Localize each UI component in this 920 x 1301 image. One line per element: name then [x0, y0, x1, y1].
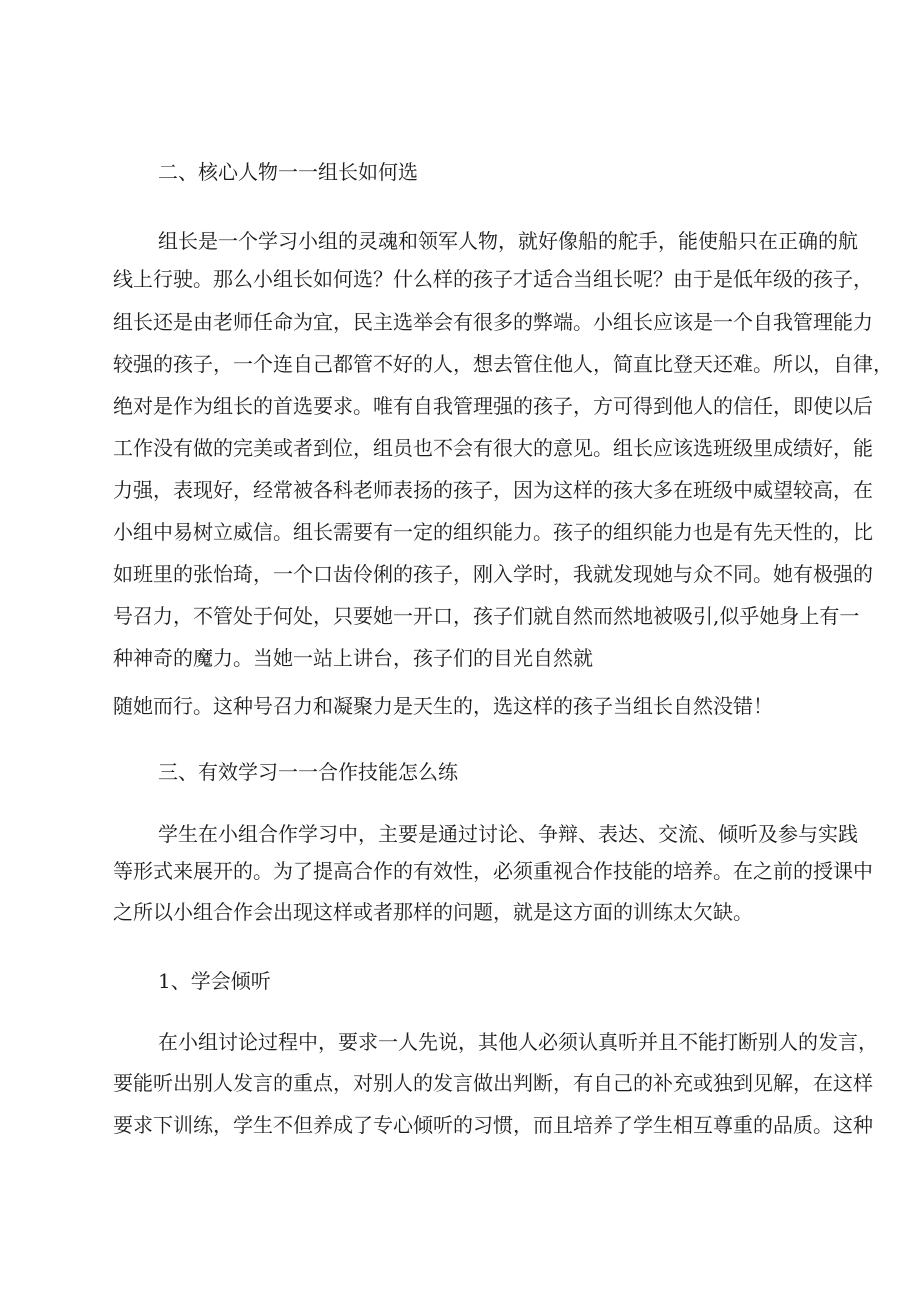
paragraph-line: 绝对是作为组长的首选要求。唯有自我管理强的孩子，方可得到他人的信任，即使以后 [113, 394, 873, 418]
paragraph-line: 学生在小组合作学习中，主要是通过讨论、争辩、表达、交流、倾听及参与实践 [158, 822, 858, 846]
paragraph-line: 之所以小组合作会出现这样或者那样的问题，就是这方面的训练太欠缺。 [113, 900, 753, 924]
paragraph-line: 等形式来展开的。为了提高合作的有效性，必须重视合作技能的培养。在之前的授课中 [113, 859, 873, 883]
paragraph-line: 种神奇的魔力。当她一站上讲台，孩子们的目光自然就 [113, 646, 593, 670]
paragraph-line: 要能听出别人发言的重点，对别人的发言做出判断，有自己的补充或独到见解，在这样 [113, 1071, 873, 1095]
paragraph-line: 线上行驶。那么小组长如何选？什么样的孩子才适合当组长呢？由于是低年级的孩子， [113, 267, 873, 291]
paragraph-line: 组长是一个学习小组的灵魂和领军人物，就好像船的舵手，能使船只在正确的航 [158, 229, 858, 253]
paragraph-line: 如班里的张怡琦，一个口齿伶俐的孩子，刚入学时，我就发现她与众不同。她有极强的 [113, 562, 873, 586]
section-heading: 三、有效学习一一合作技能怎么练 [158, 760, 458, 784]
section-heading: 二、核心人物一一组长如何选 [158, 160, 418, 184]
paragraph-line: 工作没有做的完美或者到位，组员也不会有很大的意见。组长应该选班级里成绩好，能 [113, 436, 873, 460]
section-heading: 1、学会倾听 [158, 969, 271, 993]
paragraph-line: 在小组讨论过程中，要求一人先说，其他人必须认真听并且不能打断别人的发言， [158, 1030, 878, 1054]
paragraph-line: 小组中易树立威信。组长需要有一定的组织能力。孩子的组织能力也是有先天性的，比 [113, 520, 873, 544]
paragraph-line: 号召力，不管处于何处，只要她一开口，孩子们就自然而然地被吸引,似乎她身上有一 [113, 604, 860, 628]
paragraph-line: 较强的孩子，一个连自己都管不好的人，想去管住他人，简直比登天还难。所以，自律， [113, 352, 893, 376]
paragraph-line: 随她而行。这种号召力和凝聚力是天生的，选这样的孩子当组长自然没错！ [113, 694, 773, 718]
paragraph-line: 要求下训练，学生不但养成了专心倾听的习惯，而且培养了学生相互尊重的品质。这种 [113, 1113, 873, 1137]
paragraph-line: 力强，表现好，经常被各科老师表扬的孩子，因为这样的孩大多在班级中威望较高，在 [113, 478, 873, 502]
paragraph-line: 组长还是由老师任命为宜，民主选举会有很多的弊端。小组长应该是一个自我管理能力 [113, 310, 873, 334]
